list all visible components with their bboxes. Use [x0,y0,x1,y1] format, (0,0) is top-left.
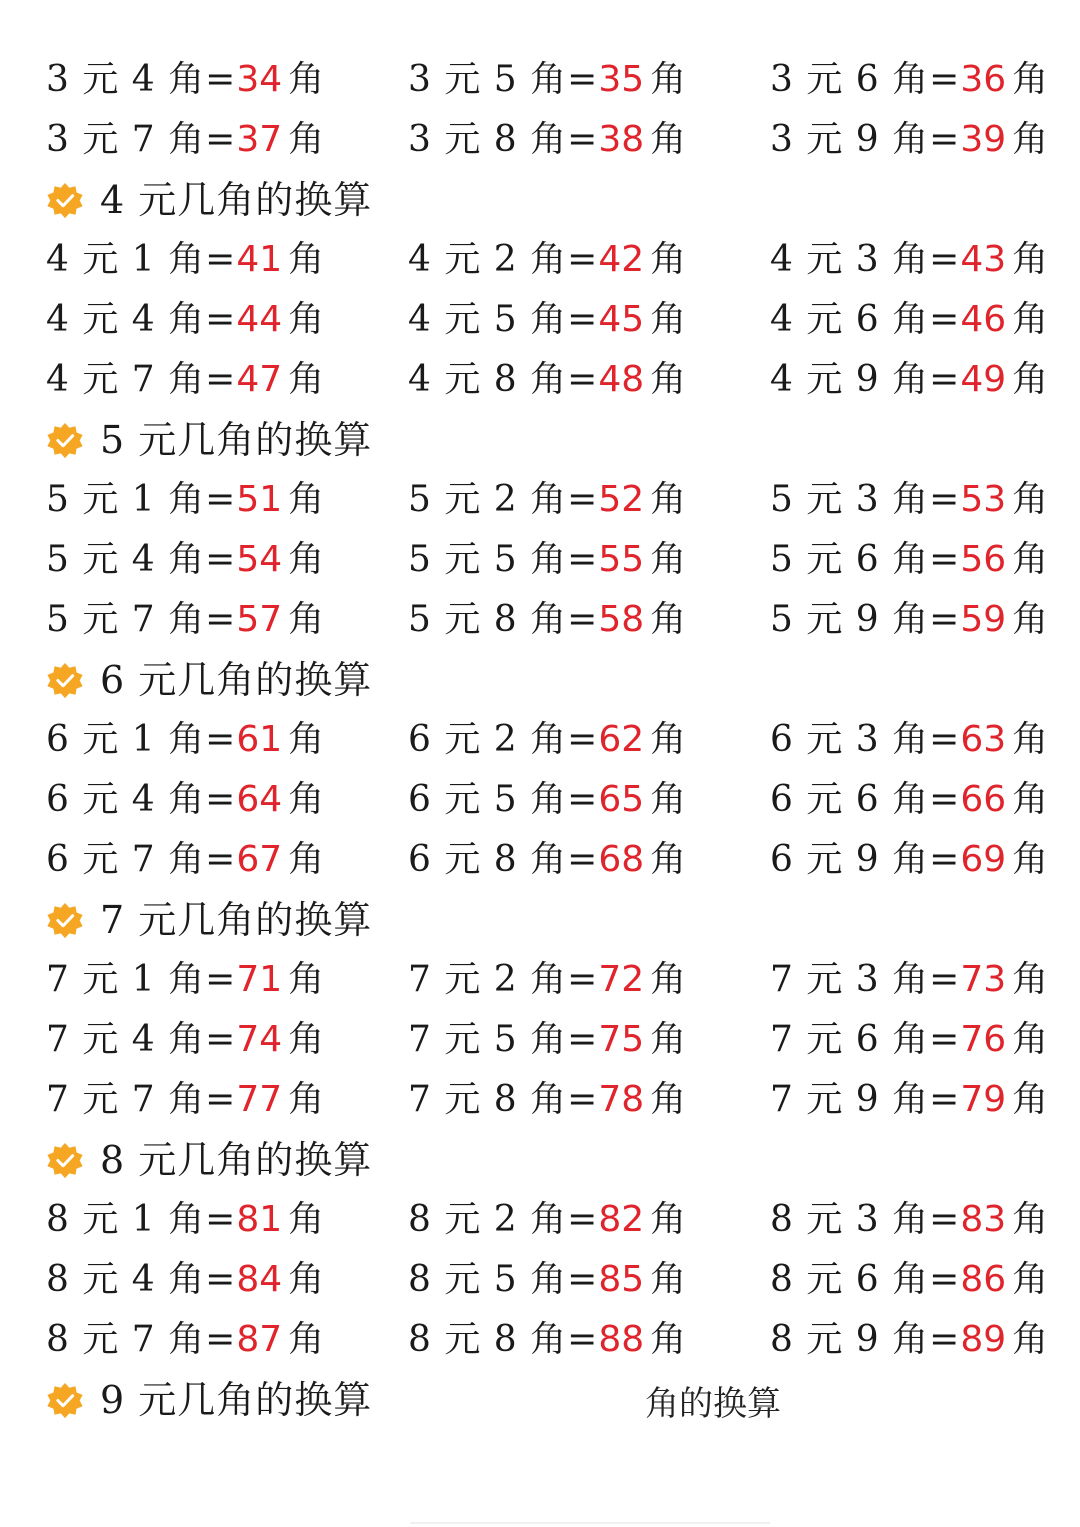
equation-question: 5 元 1 角= [46,479,237,520]
equation-row [0,530,1080,590]
equation-row [0,950,1080,1010]
equation-question: 8 元 6 角= [770,1259,961,1300]
conversion-equation [46,50,325,110]
equation-unit: 角 [1012,959,1050,1000]
equation-unit: 角 [288,1199,326,1240]
equation-row [0,230,1080,290]
equation-row [0,50,1080,110]
section-heading: 4 元几角的换算 [100,178,373,222]
conversion-equation [770,590,1049,650]
conversion-equation [408,470,687,530]
equation-unit: 角 [288,359,326,400]
equation-answer: 44 [236,299,283,340]
equation-question: 6 元 2 角= [408,719,599,760]
equation-question: 4 元 3 角= [770,239,961,280]
equation-answer: 71 [236,959,283,1000]
conversion-equation [408,1010,687,1070]
equation-question: 8 元 1 角= [46,1199,237,1240]
check-badge-icon [46,1142,84,1180]
equation-unit: 角 [288,599,326,640]
equation-answer: 56 [960,539,1007,580]
equation-answer: 82 [598,1199,645,1240]
equation-unit: 角 [650,1079,688,1120]
equation-unit: 角 [1012,1259,1050,1300]
conversion-equation [770,1070,1049,1130]
equation-unit: 角 [1012,539,1050,580]
equation-unit: 角 [650,539,688,580]
equation-unit: 角 [1012,239,1050,280]
conversion-equation [46,1070,325,1130]
equation-answer: 35 [598,59,645,100]
check-badge-icon [46,902,84,940]
equation-row [0,1190,1080,1250]
conversion-equation [408,1310,687,1370]
conversion-equation [408,50,687,110]
equation-row [0,1010,1080,1070]
conversion-equation [46,830,325,890]
conversion-equation [408,290,687,350]
equation-unit: 角 [1012,1319,1050,1360]
equation-unit: 角 [1012,359,1050,400]
equation-question: 6 元 3 角= [770,719,961,760]
equation-unit: 角 [650,479,688,520]
conversion-equation [408,770,687,830]
equation-answer: 46 [960,299,1007,340]
check-badge-icon [46,662,84,700]
equation-unit: 角 [288,1259,326,1300]
equation-unit: 角 [1012,59,1050,100]
equation-answer: 81 [236,1199,283,1240]
equation-answer: 77 [236,1079,283,1120]
equation-unit: 角 [288,839,326,880]
equation-answer: 68 [598,839,645,880]
equation-answer: 37 [236,119,283,160]
equation-question: 5 元 3 角= [770,479,961,520]
equation-answer: 72 [598,959,645,1000]
equation-answer: 36 [960,59,1007,100]
conversion-equation [46,1310,325,1370]
equation-question: 5 元 4 角= [46,539,237,580]
equation-question: 3 元 8 角= [408,119,599,160]
section-heading-row [0,170,1080,230]
section-heading-row [0,1130,1080,1190]
section-heading: 5 元几角的换算 [100,418,373,462]
section-heading: 6 元几角的换算 [100,658,373,702]
equation-unit: 角 [650,599,688,640]
equation-unit: 角 [288,1079,326,1120]
section-heading-row [0,1370,1080,1430]
conversion-equation [408,1070,687,1130]
equation-row [0,770,1080,830]
equation-answer: 67 [236,839,283,880]
check-badge-icon [46,182,84,220]
section-heading-row [0,410,1080,470]
equation-answer: 78 [598,1079,645,1120]
equation-answer: 53 [960,479,1007,520]
equation-row [0,470,1080,530]
equation-question: 8 元 8 角= [408,1319,599,1360]
equation-unit: 角 [650,1019,688,1060]
equation-question: 4 元 1 角= [46,239,237,280]
equation-unit: 角 [650,1199,688,1240]
equation-unit: 角 [288,539,326,580]
equation-unit: 角 [288,719,326,760]
section-heading: 7 元几角的换算 [100,898,373,942]
equation-answer: 61 [236,719,283,760]
check-badge-icon [46,422,84,460]
equation-answer: 65 [598,779,645,820]
conversion-equation [770,1310,1049,1370]
equation-row [0,1310,1080,1370]
conversion-equation [770,230,1049,290]
equation-answer: 55 [598,539,645,580]
conversion-equation [408,530,687,590]
equation-unit: 角 [1012,119,1050,160]
equation-answer: 59 [960,599,1007,640]
conversion-equation [770,1250,1049,1310]
equation-question: 8 元 5 角= [408,1259,599,1300]
equation-answer: 58 [598,599,645,640]
conversion-equation [408,230,687,290]
equation-question: 6 元 5 角= [408,779,599,820]
equation-question: 6 元 7 角= [46,839,237,880]
equation-answer: 48 [598,359,645,400]
equation-answer: 89 [960,1319,1007,1360]
equation-unit: 角 [288,1019,326,1060]
equation-question: 5 元 5 角= [408,539,599,580]
equation-unit: 角 [288,119,326,160]
equation-unit: 角 [650,839,688,880]
conversion-equation [46,530,325,590]
equation-unit: 角 [650,239,688,280]
equation-question: 8 元 3 角= [770,1199,961,1240]
equation-answer: 76 [960,1019,1007,1060]
equation-question: 8 元 7 角= [46,1319,237,1360]
equation-unit: 角 [650,959,688,1000]
equation-unit: 角 [650,299,688,340]
conversion-equation [408,110,687,170]
clipped-heading-fragment: 角的换算 [645,1384,781,1418]
conversion-equation [46,590,325,650]
equation-unit: 角 [288,1319,326,1360]
conversion-equation [46,110,325,170]
equation-unit: 角 [288,299,326,340]
equation-question: 7 元 1 角= [46,959,237,1000]
conversion-equation [770,290,1049,350]
conversion-equation [408,950,687,1010]
conversion-equation [770,950,1049,1010]
equation-question: 5 元 6 角= [770,539,961,580]
equation-answer: 75 [598,1019,645,1060]
equation-unit: 角 [1012,599,1050,640]
conversion-equation [46,1250,325,1310]
conversion-equation [46,710,325,770]
conversion-equation [46,290,325,350]
equation-unit: 角 [288,239,326,280]
equation-question: 3 元 6 角= [770,59,961,100]
equation-unit: 角 [650,779,688,820]
equation-answer: 83 [960,1199,1007,1240]
equation-unit: 角 [650,59,688,100]
conversion-equation [408,590,687,650]
equation-answer: 88 [598,1319,645,1360]
equation-unit: 角 [650,1319,688,1360]
equation-unit: 角 [1012,719,1050,760]
conversion-equation [408,710,687,770]
equation-row [0,290,1080,350]
check-badge-icon [46,1382,84,1420]
conversion-equation [770,1190,1049,1250]
equation-answer: 39 [960,119,1007,160]
equation-question: 8 元 4 角= [46,1259,237,1300]
equation-answer: 42 [598,239,645,280]
equation-answer: 38 [598,119,645,160]
equation-row [0,350,1080,410]
section-heading-row [0,890,1080,950]
equation-answer: 49 [960,359,1007,400]
conversion-equation [770,710,1049,770]
conversion-equation [408,350,687,410]
equation-question: 7 元 8 角= [408,1079,599,1120]
equation-question: 7 元 3 角= [770,959,961,1000]
conversion-equation [770,110,1049,170]
conversion-equation [46,230,325,290]
equation-answer: 62 [598,719,645,760]
equation-question: 8 元 9 角= [770,1319,961,1360]
equation-unit: 角 [288,779,326,820]
equation-unit: 角 [650,119,688,160]
equation-unit: 角 [1012,1199,1050,1240]
equation-answer: 84 [236,1259,283,1300]
equation-question: 3 元 5 角= [408,59,599,100]
section-heading: 8 元几角的换算 [100,1138,373,1182]
equation-unit: 角 [1012,1019,1050,1060]
equation-question: 4 元 7 角= [46,359,237,400]
conversion-equation [770,530,1049,590]
equation-answer: 85 [598,1259,645,1300]
equation-unit: 角 [1012,479,1050,520]
equation-answer: 41 [236,239,283,280]
conversion-equation [770,830,1049,890]
equation-question: 7 元 6 角= [770,1019,961,1060]
equation-question: 7 元 7 角= [46,1079,237,1120]
equation-unit: 角 [1012,1079,1050,1120]
equation-unit: 角 [288,479,326,520]
equation-answer: 63 [960,719,1007,760]
equation-question: 4 元 9 角= [770,359,961,400]
equation-unit: 角 [288,59,326,100]
equation-question: 4 元 6 角= [770,299,961,340]
equation-answer: 86 [960,1259,1007,1300]
equation-answer: 79 [960,1079,1007,1120]
equation-row [0,1070,1080,1130]
equation-question: 7 元 2 角= [408,959,599,1000]
conversion-equation [770,770,1049,830]
conversion-sheet [0,50,1080,1430]
conversion-equation [46,470,325,530]
equation-row [0,1250,1080,1310]
equation-unit: 角 [650,359,688,400]
equation-question: 4 元 8 角= [408,359,599,400]
conversion-equation [46,1190,325,1250]
equation-unit: 角 [1012,299,1050,340]
equation-question: 7 元 9 角= [770,1079,961,1120]
equation-question: 3 元 7 角= [46,119,237,160]
equation-question: 4 元 5 角= [408,299,599,340]
equation-question: 3 元 9 角= [770,119,961,160]
equation-question: 7 元 4 角= [46,1019,237,1060]
equation-unit: 角 [1012,779,1050,820]
equation-question: 5 元 9 角= [770,599,961,640]
conversion-equation [46,350,325,410]
equation-unit: 角 [1012,839,1050,880]
equation-answer: 45 [598,299,645,340]
equation-question: 4 元 4 角= [46,299,237,340]
equation-row [0,590,1080,650]
conversion-equation [46,1010,325,1070]
equation-answer: 69 [960,839,1007,880]
page-edge-divider [410,1522,770,1524]
equation-row [0,830,1080,890]
conversion-equation [46,770,325,830]
section-heading: 9 元几角的换算 [100,1378,373,1422]
equation-answer: 64 [236,779,283,820]
equation-answer: 73 [960,959,1007,1000]
equation-question: 6 元 8 角= [408,839,599,880]
equation-row [0,110,1080,170]
equation-unit: 角 [288,959,326,1000]
equation-answer: 47 [236,359,283,400]
conversion-equation [770,350,1049,410]
equation-question: 4 元 2 角= [408,239,599,280]
equation-question: 3 元 4 角= [46,59,237,100]
equation-answer: 74 [236,1019,283,1060]
equation-row [0,710,1080,770]
conversion-equation [46,950,325,1010]
equation-question: 7 元 5 角= [408,1019,599,1060]
conversion-equation [408,1250,687,1310]
equation-question: 5 元 2 角= [408,479,599,520]
equation-answer: 34 [236,59,283,100]
equation-unit: 角 [650,1259,688,1300]
conversion-equation [770,50,1049,110]
equation-answer: 43 [960,239,1007,280]
equation-answer: 57 [236,599,283,640]
equation-question: 8 元 2 角= [408,1199,599,1240]
equation-unit: 角 [650,719,688,760]
equation-answer: 87 [236,1319,283,1360]
equation-answer: 52 [598,479,645,520]
conversion-equation [408,830,687,890]
equation-question: 6 元 9 角= [770,839,961,880]
equation-answer: 51 [236,479,283,520]
equation-question: 6 元 1 角= [46,719,237,760]
equation-answer: 66 [960,779,1007,820]
equation-question: 5 元 8 角= [408,599,599,640]
equation-question: 6 元 6 角= [770,779,961,820]
equation-question: 5 元 7 角= [46,599,237,640]
conversion-equation [770,1010,1049,1070]
section-heading-row [0,650,1080,710]
equation-answer: 54 [236,539,283,580]
equation-question: 6 元 4 角= [46,779,237,820]
conversion-equation [408,1190,687,1250]
conversion-equation [770,470,1049,530]
